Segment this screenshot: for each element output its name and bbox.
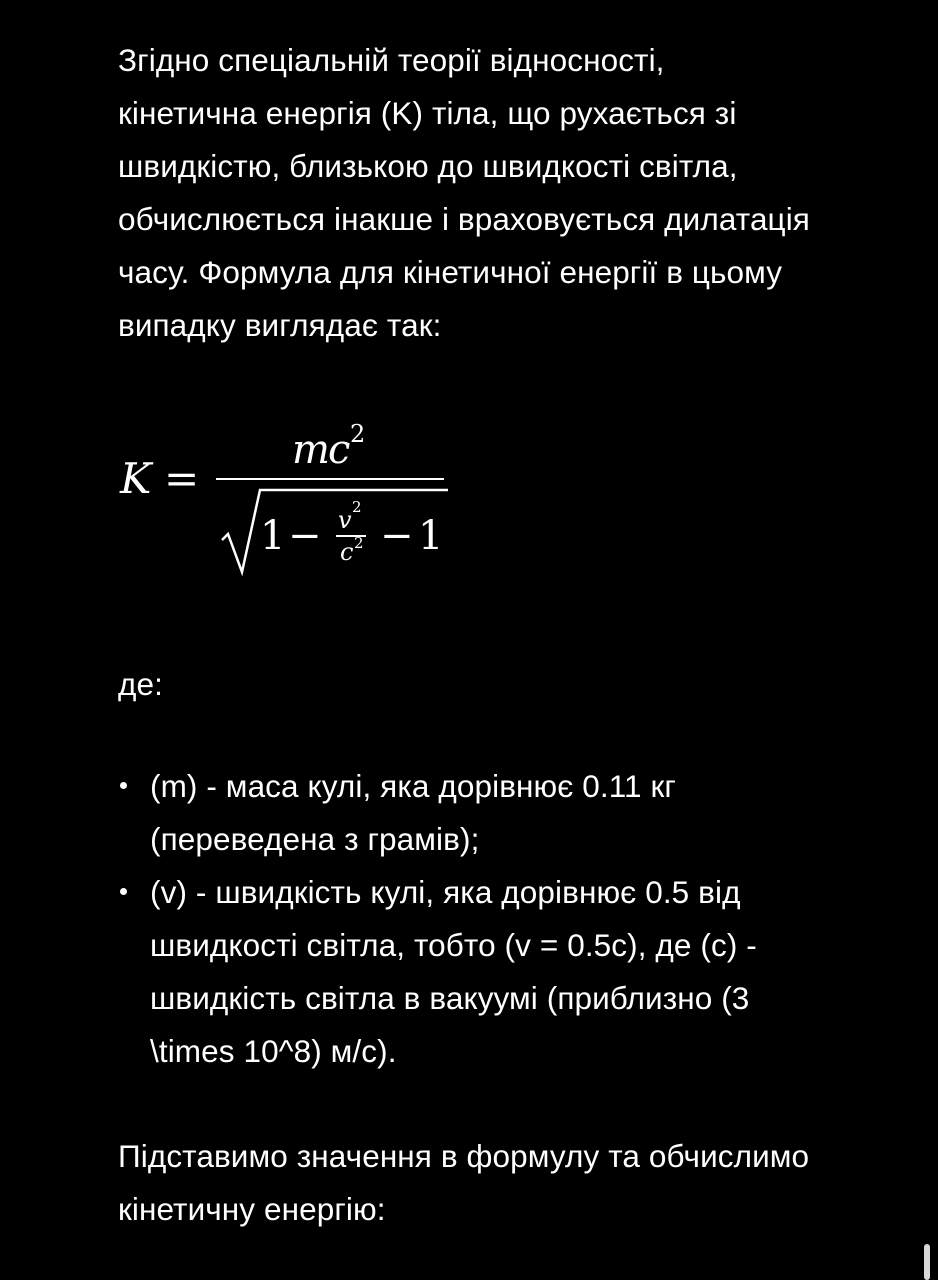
- intro-line: кінетична енергія (K) тіла, що рухається зі: [118, 95, 737, 131]
- formula-den-one2: 1: [418, 513, 444, 559]
- bullet-icon: [120, 888, 127, 895]
- list-item-line: (v) - швидкість кулі, яка дорівнює 0.5 від: [150, 874, 741, 910]
- formula-num-m: m: [292, 427, 330, 473]
- formula-frac-v-exp: 2: [352, 498, 362, 516]
- formula-lhs: K: [120, 454, 152, 503]
- formula-frac-c: c: [340, 538, 354, 566]
- intro-line: часу. Формула для кінетичної енергії в цьому: [118, 254, 783, 290]
- variables-list: [118, 760, 908, 1078]
- intro-paragraph: [118, 34, 898, 352]
- list-item: [118, 760, 908, 866]
- intro-line: випадку виглядає так:: [118, 307, 442, 343]
- outro-paragraph: [118, 1130, 918, 1236]
- intro-line: обчислюється інакше і враховується дилатація: [118, 201, 810, 237]
- outro-line: Підставимо значення в формулу та обчислимо: [118, 1138, 810, 1174]
- sqrt-icon: [218, 486, 450, 576]
- intro-line: швидкістю, близькою до швидкості світла,: [118, 148, 738, 184]
- list-item-line: швидкість світла в вакуумі (приблизно (3: [150, 980, 750, 1016]
- outro-line: кінетичну енергію:: [118, 1191, 386, 1227]
- bullet-icon: [120, 782, 127, 789]
- formula-den-one: 1: [260, 513, 286, 559]
- kinetic-energy-formula: [118, 420, 458, 590]
- formula-den-minus2: −: [380, 513, 414, 559]
- list-item: [118, 866, 908, 1078]
- scrollbar-thumb[interactable]: [924, 1244, 930, 1280]
- formula-frac-c-exp: 2: [354, 534, 364, 552]
- list-item-line: (m) - маса кулі, яка дорівнює 0.11 кг: [150, 768, 676, 804]
- formula-den-minus: −: [288, 513, 322, 559]
- intro-line: Згідно спеціальній теорії відносності,: [118, 42, 665, 78]
- formula-num-c: c: [328, 427, 351, 473]
- list-item-line: \times 10^8) м/с).: [150, 1033, 397, 1069]
- formula-equals: =: [164, 454, 200, 503]
- list-item-line: (переведена з грамів);: [150, 821, 480, 857]
- formula-num-exp: 2: [350, 420, 366, 448]
- formula-fraction-bar: [216, 478, 444, 480]
- where-label: де:: [118, 666, 163, 702]
- formula-frac-v: v: [338, 506, 352, 534]
- list-item-line: швидкості світла, тобто (v = 0.5c), де (c) -: [150, 927, 757, 963]
